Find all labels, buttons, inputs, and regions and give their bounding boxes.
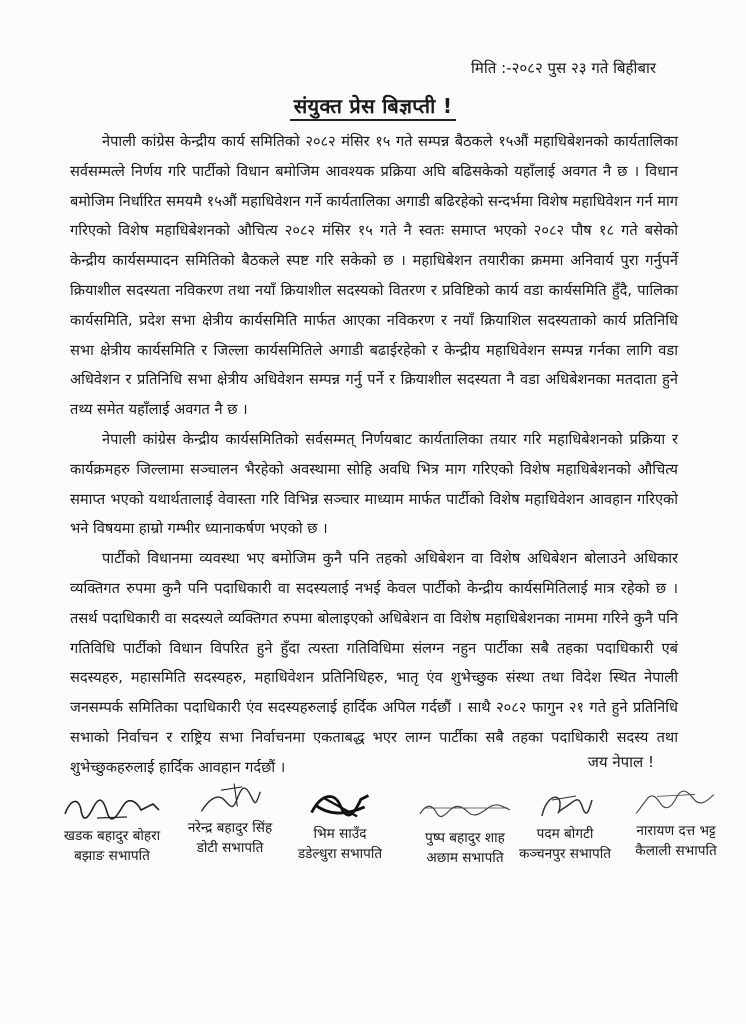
date-line: मिति :-२०८२ पुस २३ गते बिहीबार (471, 59, 656, 77)
signatory-1 (52, 790, 172, 866)
paragraph-3: पार्टीको विधानमा व्यवस्था भए बमोजिम कुनै पनि तहको अधिबेशन वा विशेष अधिबेशन बोलाउने अधिकार व्यक्तिगत रुपमा कुनै पनि पदाधिकारी वा सदस्यलाई नभई केवल पार्टीको केन्द्रीय कार्यसमितिलाई मात्र रहेको छ । तसर्थ पदाधिकारी वा सदस्यले व्यक्तिगत रुपमा बोलाइएको अधिबेशन वा विशेष महाधिबेशनका नाममा गरिने कुनै पनि गतिविधि पार्टीको विधान विपरित हुने हुँदा त्यस्ता गतिविधिमा संलग्न नहुन पार्टीका सबै तहका पदाधिकारी एबं सदस्यहरु, महासमिति सदस्यहरु, महाधिवेशन प्रतिनिधिहरु, भातृ एंव शुभेच्छुक संस्था तथा विदेश स्थित नेपाली जनसम्पर्क समितिका पदाधिकारी एंव सदस्यहरुलाई हार्दिक अपिल गर्दछौं । साथै २०८२ फागुन २१ गते हुने प्रतिनिधि सभाको निर्वाचन र राष्ट्रिय सभा निर्वाचनमा एकताबद्ध भएर लाग्न पार्टीका सबै तहका पदाधिकारी सदस्य तथा शुभेच्छुकहरुलाई हार्दिक आवहान गर्दछौं । (70, 550, 678, 776)
signatory-5 (510, 788, 620, 864)
paragraph-2: नेपाली कांग्रेस केन्द्रीय कार्यसमितिको सर्वसम्मत् निर्णयबाट कार्यतालिका तयार गरि महाधिबेशनको प्रक्रिया र कार्यक्रमहरु जिल्लामा सञ्चालन भैरहेको अवस्थामा सोहि अवधि भित्र माग गरिएको विशेष महाधिबेशनको औचित्य समाप्त भएको यथार्थतालाई वेवास्ता गरि विभिन्न सञ्चार माध्याम मार्फत पार्टीको विशेष महाधिवेशन आवहान गरिएको भने विषयमा हाम्रो गम्भीर ध्यानाकर्षण भएको छ । (70, 430, 678, 538)
signatory-role: डडेल्धुरा सभापति (297, 846, 383, 862)
signature-mark (626, 785, 726, 821)
signature-mark (530, 788, 600, 824)
signatory-2 (160, 782, 300, 858)
signatory-name: नरेन्द्र बहादुर सिंह (187, 820, 273, 836)
document-title (0, 92, 746, 119)
signature-mark (57, 790, 167, 826)
signatory-role: कञ्चनपुर सभापति (518, 846, 612, 862)
signatory-role: अछाम सभापति (426, 850, 504, 866)
signatory-role: डोटी सभापति (196, 840, 264, 856)
signature-mark (175, 782, 285, 818)
document-title-text: संयुक्त प्रेस बिज्ञप्ती ! (290, 94, 457, 121)
signature-mark (410, 792, 520, 828)
signature-mark (300, 788, 380, 824)
document-body (70, 127, 678, 783)
signatory-name: पुष्प बहादुर शाह (425, 830, 505, 846)
signatory-name: नारायण दत्त भट्ट (636, 823, 716, 839)
closing-salutation: जय नेपाल ! (587, 753, 654, 771)
signatory-6 (612, 785, 740, 861)
signatory-name: खडक बहादुर बोहरा (63, 828, 161, 844)
signatory-name: भिम साउँद (313, 826, 367, 842)
signatory-role: बझाङ सभापति (74, 848, 150, 864)
signatory-3 (285, 788, 395, 864)
signatory-role: कैलाली सभापति (635, 843, 717, 859)
signatory-name: पदम बोगटी (536, 826, 594, 842)
paragraph-1: नेपाली कांग्रेस केन्द्रीय कार्य समितिको २०८२ मंसिर १५ गते सम्पन्न बैठकले १५औं महाधिबेशनको कार्यतालिका सर्वसम्मत्ले निर्णय गरि पार्टीको विधान बमोजिम आवश्यक प्रक्रिया अघि बढिसकेको यहाँलाई अवगत नै छ । विधान बमोजिम निर्धारित समयमै १५औं महाधिवेशन गर्ने कार्यतालिका अगाडी बढिरहेको सन्दर्भमा विशेष महाधिवेशन गर्न माग गरिएको विशेष महाधिबेशनको औचित्य २०८२ मंसिर १५ गते नै स्वतः समाप्त भएको २०८२ पौष १८ गते बसेको केन्द्रीय कार्यसम्पादन समितिको बैठकले स्पष्ट गरि सकेको छ । महाधिबेशन तयारीका क्रममा अनिवार्य पुरा गर्नुपर्ने क्रियाशील सदस्यता नविकरण तथा नयाँ क्रियाशील सदस्यको वितरण र प्रविष्टिको कार्य वडा कार्यसमिति हुँदै, पालिका कार्यसमिति, प्रदेश सभा क्षेत्रीय कार्यसमिति मार्फत आएका नविकरण र नयाँ क्रियाशिल सदस्यताको कार्य प्रतिनिधि सभा क्षेत्रीय कार्यसमिति र जिल्ला कार्यसमितिले अगाडी बढाईरहेको र केन्द्रीय महाधिवेशन सम्पन्न गर्नका लागि वडा अधिवेशन र प्रतिनिधि सभा क्षेत्रीय अधिवेशन सम्पन्न गर्नु पर्ने र क्रियाशील सदस्यता नै वडा अधिबेशनका मतदाता हुने तथ्य समेत यहाँलाई अवगत नै छ । (70, 133, 678, 419)
